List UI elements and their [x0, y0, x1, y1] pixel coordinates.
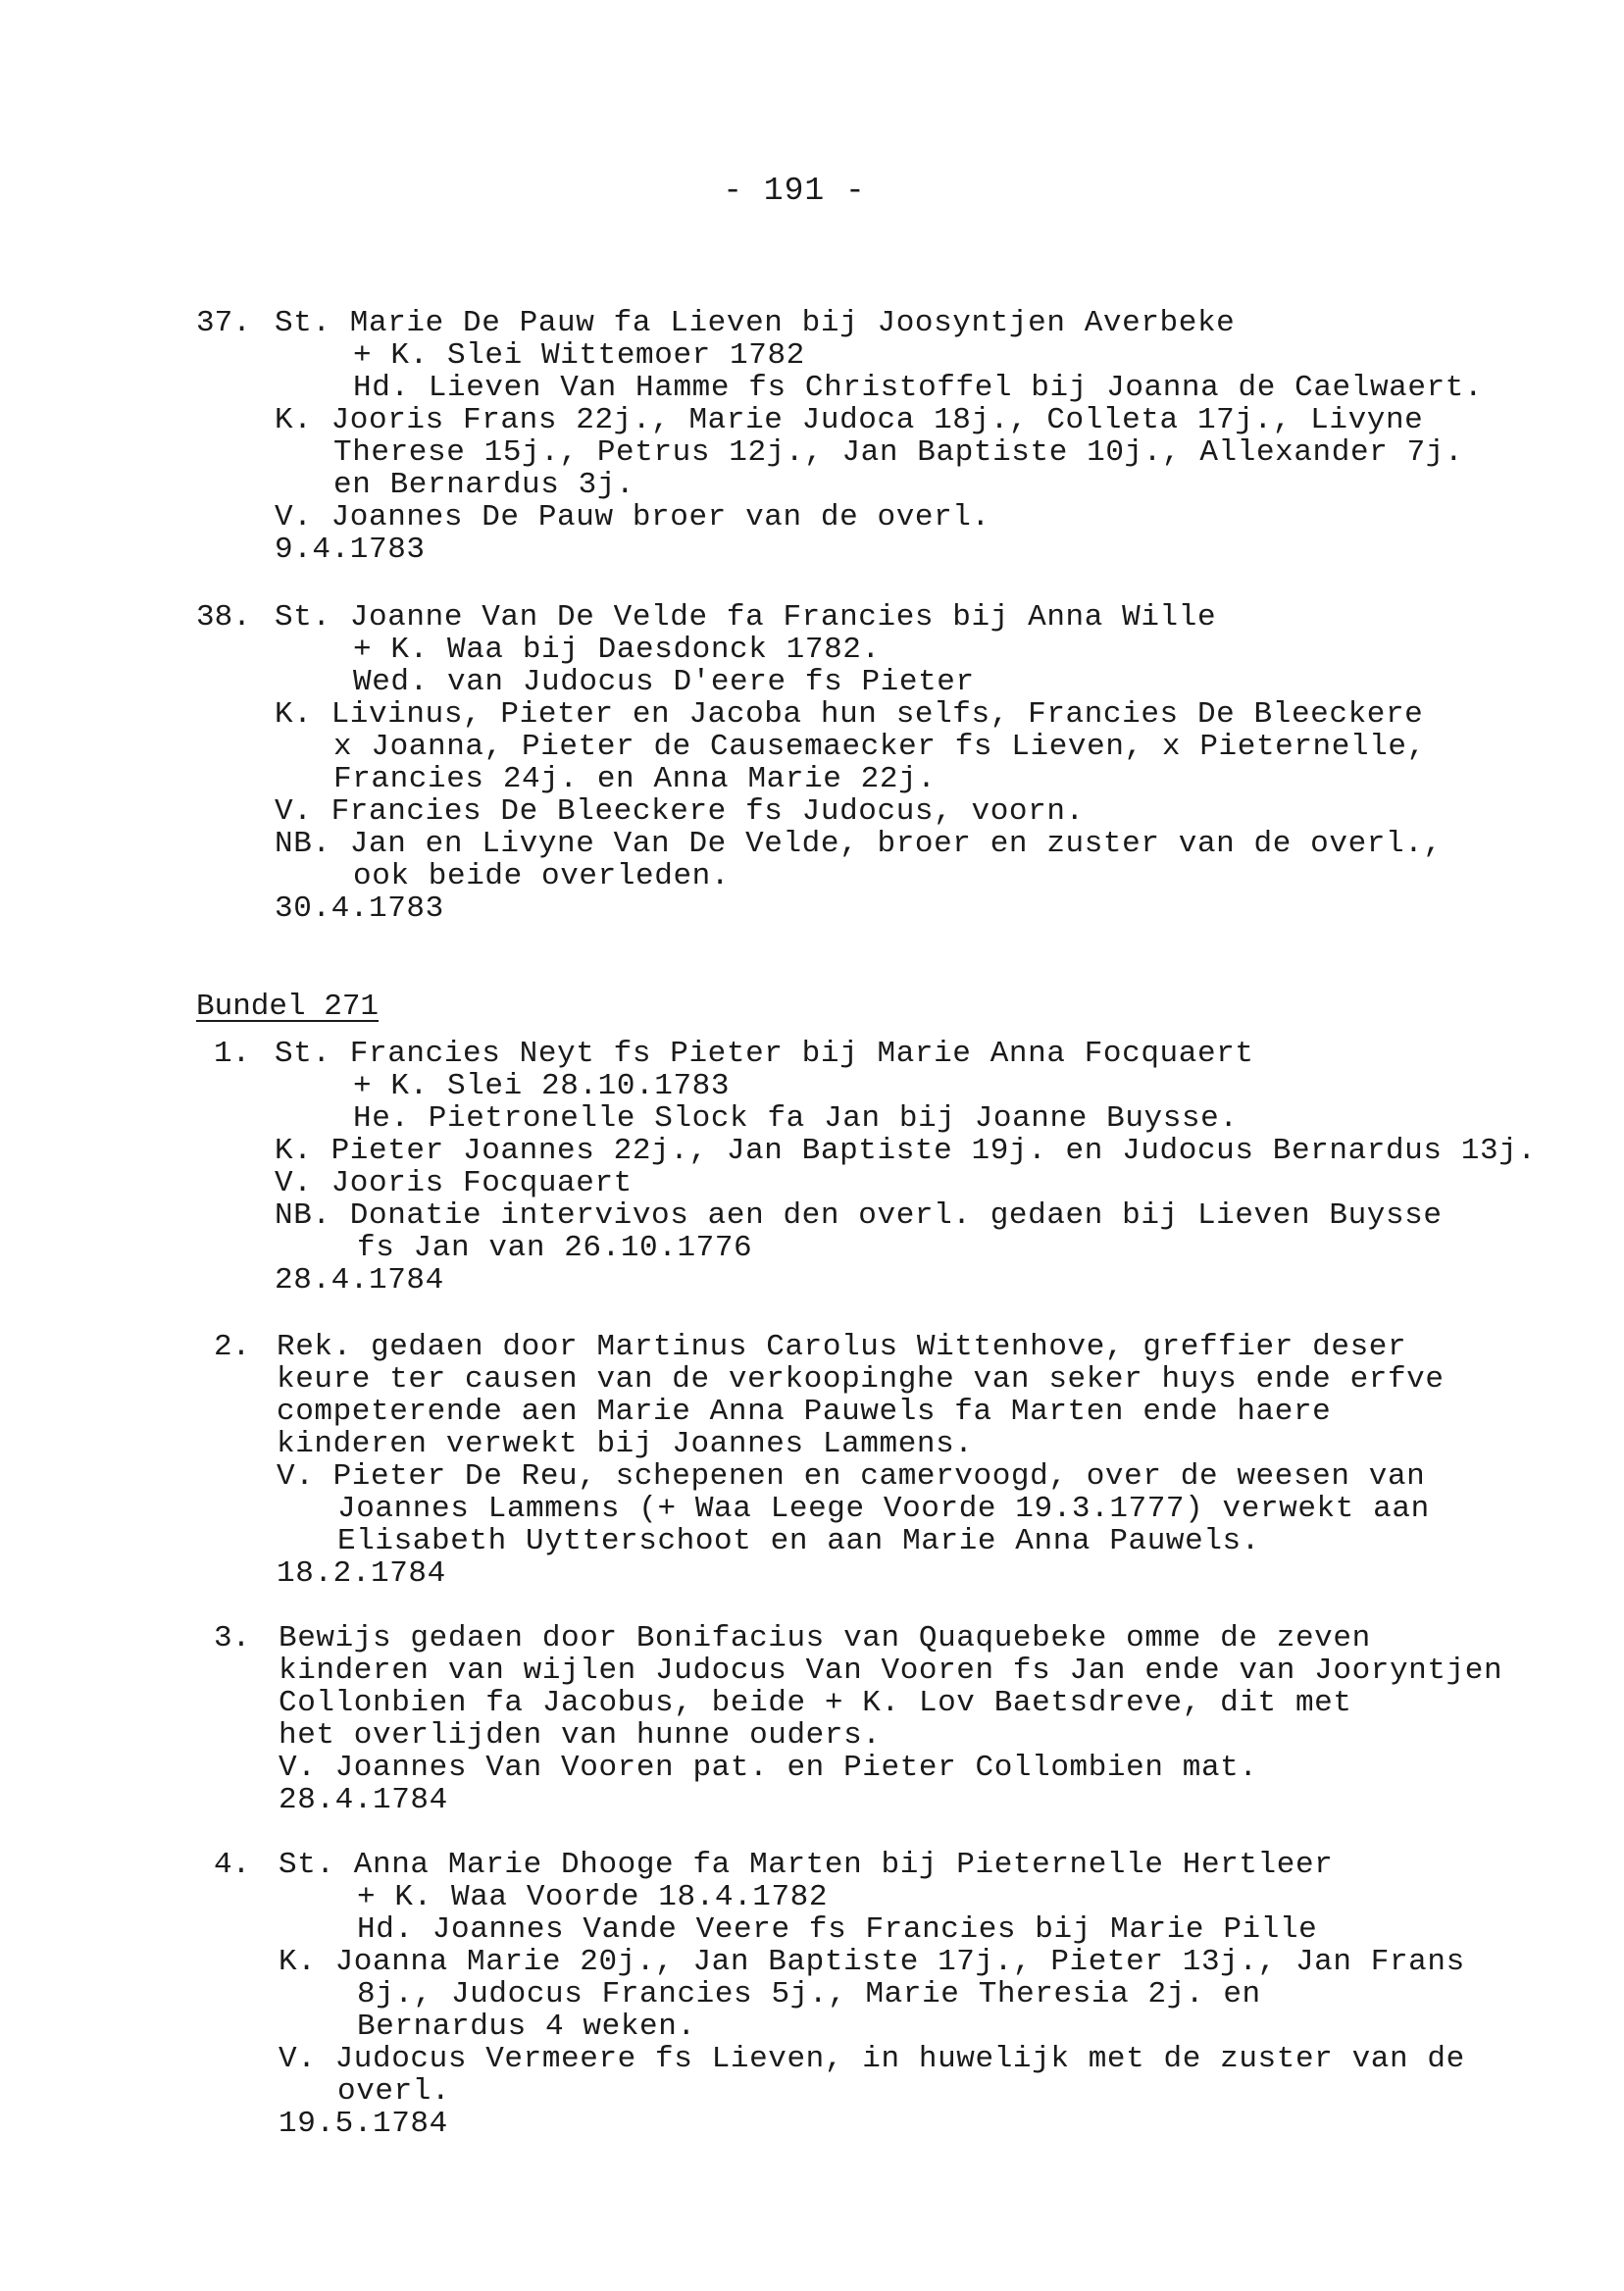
entry-date: 28.4.1784 [275, 1263, 444, 1298]
entry-line: St. Marie De Pauw fa Lieven bij Joosyntjen Averbeke [275, 306, 1236, 340]
entry-line: NB. Jan en Livyne Van De Velde, broer en zuster van de overl., [275, 827, 1443, 861]
entry-date: 30.4.1783 [275, 891, 444, 926]
entry-line: Hd. Lieven Van Hamme fs Christoffel bij Joanna de Caelwaert. [353, 371, 1484, 405]
entry-number: 37. [196, 306, 251, 340]
entry-line: St. Anna Marie Dhooge fa Marten bij Pieternelle Hertleer [279, 1848, 1334, 1882]
entry-line: Hd. Joannes Vande Veere fs Francies bij Marie Pille [357, 1912, 1318, 1947]
entry-line: ook beide overleden. [353, 859, 731, 893]
entry-line: kinderen van wijlen Judocus Van Vooren fs Jan ende van Jooryntjen [279, 1654, 1503, 1688]
entry-line: Elisabeth Uytterschoot en aan Marie Anna Pauwels. [337, 1524, 1260, 1558]
entry-line: Wed. van Judocus D'eere fs Pieter [353, 665, 975, 699]
entry-date: 18.2.1784 [277, 1556, 446, 1591]
entry-line: V. Francies De Bleeckere fs Judocus, voorn. [275, 794, 1085, 829]
entry-line: overl. [337, 2074, 451, 2109]
entry-line: Therese 15j., Petrus 12j., Jan Baptiste 10j., Allexander 7j. [333, 435, 1464, 470]
entry-line: + K. Waa bij Daesdonck 1782. [353, 633, 881, 667]
entry-line: K. Jooris Frans 22j., Marie Judoca 18j., Colleta 17j., Livyne [275, 403, 1424, 437]
entry-number: 2. [214, 1330, 251, 1364]
entry-line: V. Judocus Vermeere fs Lieven, in huwelijk met de zuster van de [279, 2042, 1465, 2076]
entry-date: 19.5.1784 [279, 2107, 448, 2141]
entry-line: x Joanna, Pieter de Causemaecker fs Lieven, x Pieternelle, [333, 730, 1426, 764]
entry-line: keure ter causen van de verkoopinghe van seker huys ende erfve [277, 1362, 1445, 1397]
entry-line: Francies 24j. en Anna Marie 22j. [333, 762, 937, 796]
entry-line: Bernardus 4 weken. [357, 2010, 696, 2044]
entry-date: 28.4.1784 [279, 1783, 448, 1817]
entry-line: competerende aen Marie Anna Pauwels fa Marten ende haere [277, 1395, 1332, 1429]
entry-number: 1. [214, 1037, 251, 1071]
entry-line: V. Joannes Van Vooren pat. en Pieter Collombien mat. [279, 1751, 1258, 1785]
entry-line: V. Jooris Focquaert [275, 1166, 633, 1200]
entry-line: V. Pieter De Reu, schepenen en camervoogd, over de weesen van [277, 1459, 1426, 1494]
bundle-title: Bundel 271 [196, 990, 380, 1024]
entry-line: St. Francies Neyt fs Pieter bij Marie Anna Focquaert [275, 1037, 1254, 1071]
entry-line: St. Joanne Van De Velde fa Francies bij Anna Wille [275, 600, 1217, 635]
entry-line: 8j., Judocus Francies 5j., Marie Theresia 2j. en [357, 1977, 1261, 2011]
entry-line: + K. Slei Wittemoer 1782 [353, 338, 805, 373]
entry-line: en Bernardus 3j. [333, 468, 635, 502]
entry-date: 9.4.1783 [275, 533, 426, 567]
entry-line: Joannes Lammens (+ Waa Leege Voorde 19.3.1777) verwekt aan [337, 1492, 1430, 1526]
entry-number: 4. [214, 1848, 251, 1882]
entry-line: + K. Slei 28.10.1783 [353, 1069, 731, 1103]
page-number: - 191 - [723, 173, 866, 209]
entry-line: K. Joanna Marie 20j., Jan Baptiste 17j., Pieter 13j., Jan Frans [279, 1945, 1465, 1979]
entry-number: 3. [214, 1621, 251, 1655]
entry-line: Collonbien fa Jacobus, beide + K. Lov Baetsdreve, dit met [279, 1686, 1352, 1720]
entry-line: kinderen verwekt bij Joannes Lammens. [277, 1427, 974, 1461]
entry-line: V. Joannes De Pauw broer van de overl. [275, 500, 990, 535]
entry-line: + K. Waa Voorde 18.4.1782 [357, 1880, 829, 1914]
entry-line: K. Livinus, Pieter en Jacoba hun selfs, Francies De Bleeckere [275, 697, 1424, 732]
entry-line: NB. Donatie intervivos aen den overl. gedaen bij Lieven Buysse [275, 1198, 1443, 1233]
entry-line: fs Jan van 26.10.1776 [357, 1231, 753, 1265]
entry-number: 38. [196, 600, 251, 635]
entry-line: Bewijs gedaen door Bonifacius van Quaquebeke omme de zeven [279, 1621, 1371, 1655]
entry-line: het overlijden van hunne ouders. [279, 1718, 882, 1753]
entry-line: K. Pieter Joannes 22j., Jan Baptiste 19j. en Judocus Bernardus 13j. [275, 1134, 1537, 1168]
entry-line: Rek. gedaen door Martinus Carolus Wittenhove, greffier deser [277, 1330, 1407, 1364]
entry-line: He. Pietronelle Slock fa Jan bij Joanne Buysse. [353, 1101, 1239, 1136]
